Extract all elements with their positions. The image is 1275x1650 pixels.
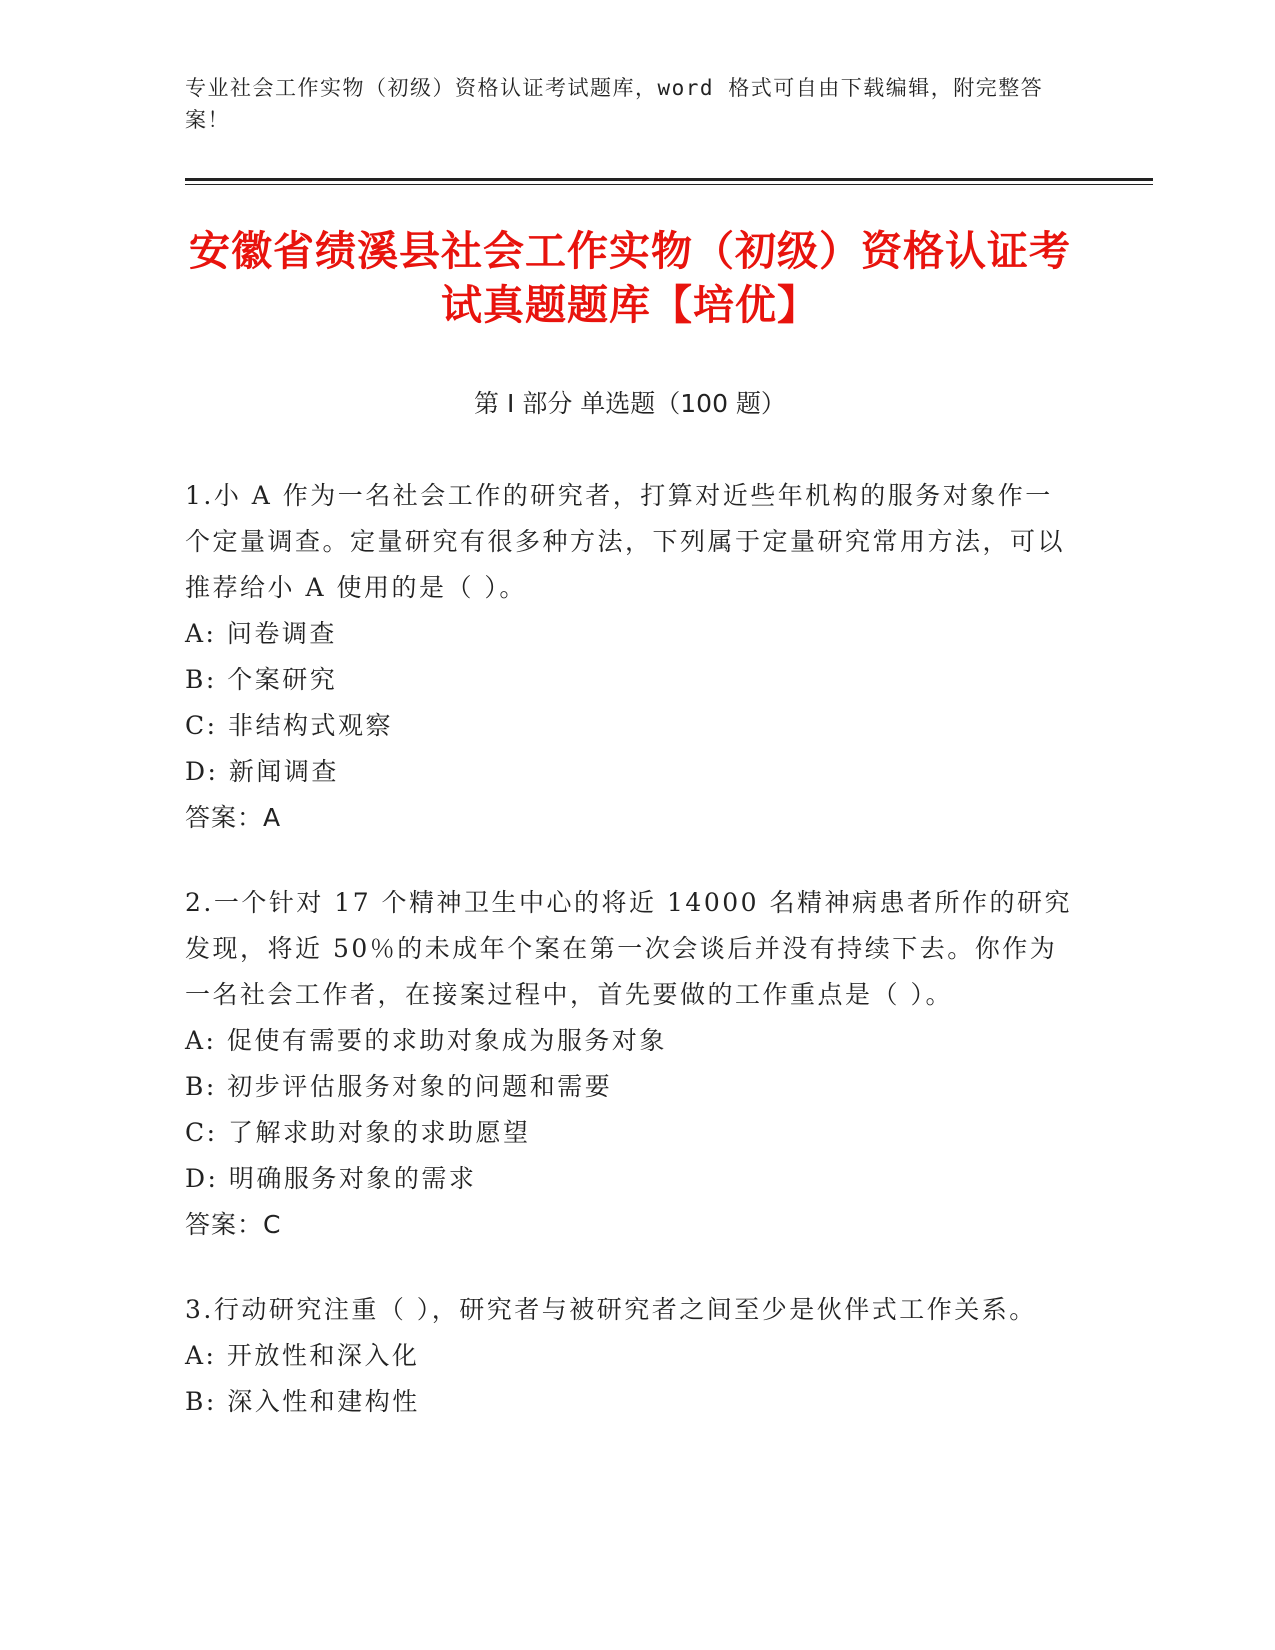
- header-note: 专业社会工作实物（初级）资格认证考试题库，word 格式可自由下载编辑，附完整答案！: [185, 76, 1044, 132]
- question-1: [185, 473, 1075, 841]
- answer: 答案：C: [185, 1210, 282, 1239]
- question-3: [185, 1287, 1075, 1425]
- option-c: C: 非结构式观察: [185, 711, 393, 740]
- option-a: A: 开放性和深入化: [185, 1341, 420, 1370]
- question-stem: 1.小 A 作为一名社会工作的研究者，打算对近些年机构的服务对象作一个定量调查。定量研究有很多种方法，下列属于定量研究常用方法，可以推荐给小 A 使用的是（ ）。: [185, 481, 1066, 602]
- answer: 答案：A: [185, 803, 282, 832]
- document-title: 安徽省绩溪县社会工作实物（初级）资格认证考试真题题库【培优】: [189, 227, 1071, 329]
- section-heading: 第 I 部分 单选题（100 题）: [474, 389, 786, 418]
- question-stem: 2.一个针对 17 个精神卫生中心的将近 14000 名精神病患者所作的研究发现，将近 50％的未成年个案在第一次会谈后并没有持续下去。你作为一名社会工作者，在接案过程中，首先要做的工作重点是（ ）。: [185, 888, 1072, 1009]
- option-a: A: 问卷调查: [185, 619, 337, 648]
- header-divider-thin: [185, 184, 1153, 185]
- question-list: [185, 473, 1075, 1464]
- option-b: B: 个案研究: [185, 665, 338, 694]
- question-stem: 3.行动研究注重（ ），研究者与被研究者之间至少是伙伴式工作关系。: [185, 1295, 1037, 1324]
- option-d: D: 明确服务对象的需求: [185, 1164, 477, 1193]
- option-c: C: 了解求助对象的求助愿望: [185, 1118, 531, 1147]
- question-2: [185, 880, 1075, 1248]
- option-b: B: 初步评估服务对象的问题和需要: [185, 1072, 613, 1101]
- option-b: B: 深入性和建构性: [185, 1387, 420, 1416]
- option-d: D: 新闻调查: [185, 757, 339, 786]
- header-divider-thick: [185, 178, 1153, 181]
- option-a: A: 促使有需要的求助对象成为服务对象: [185, 1026, 667, 1055]
